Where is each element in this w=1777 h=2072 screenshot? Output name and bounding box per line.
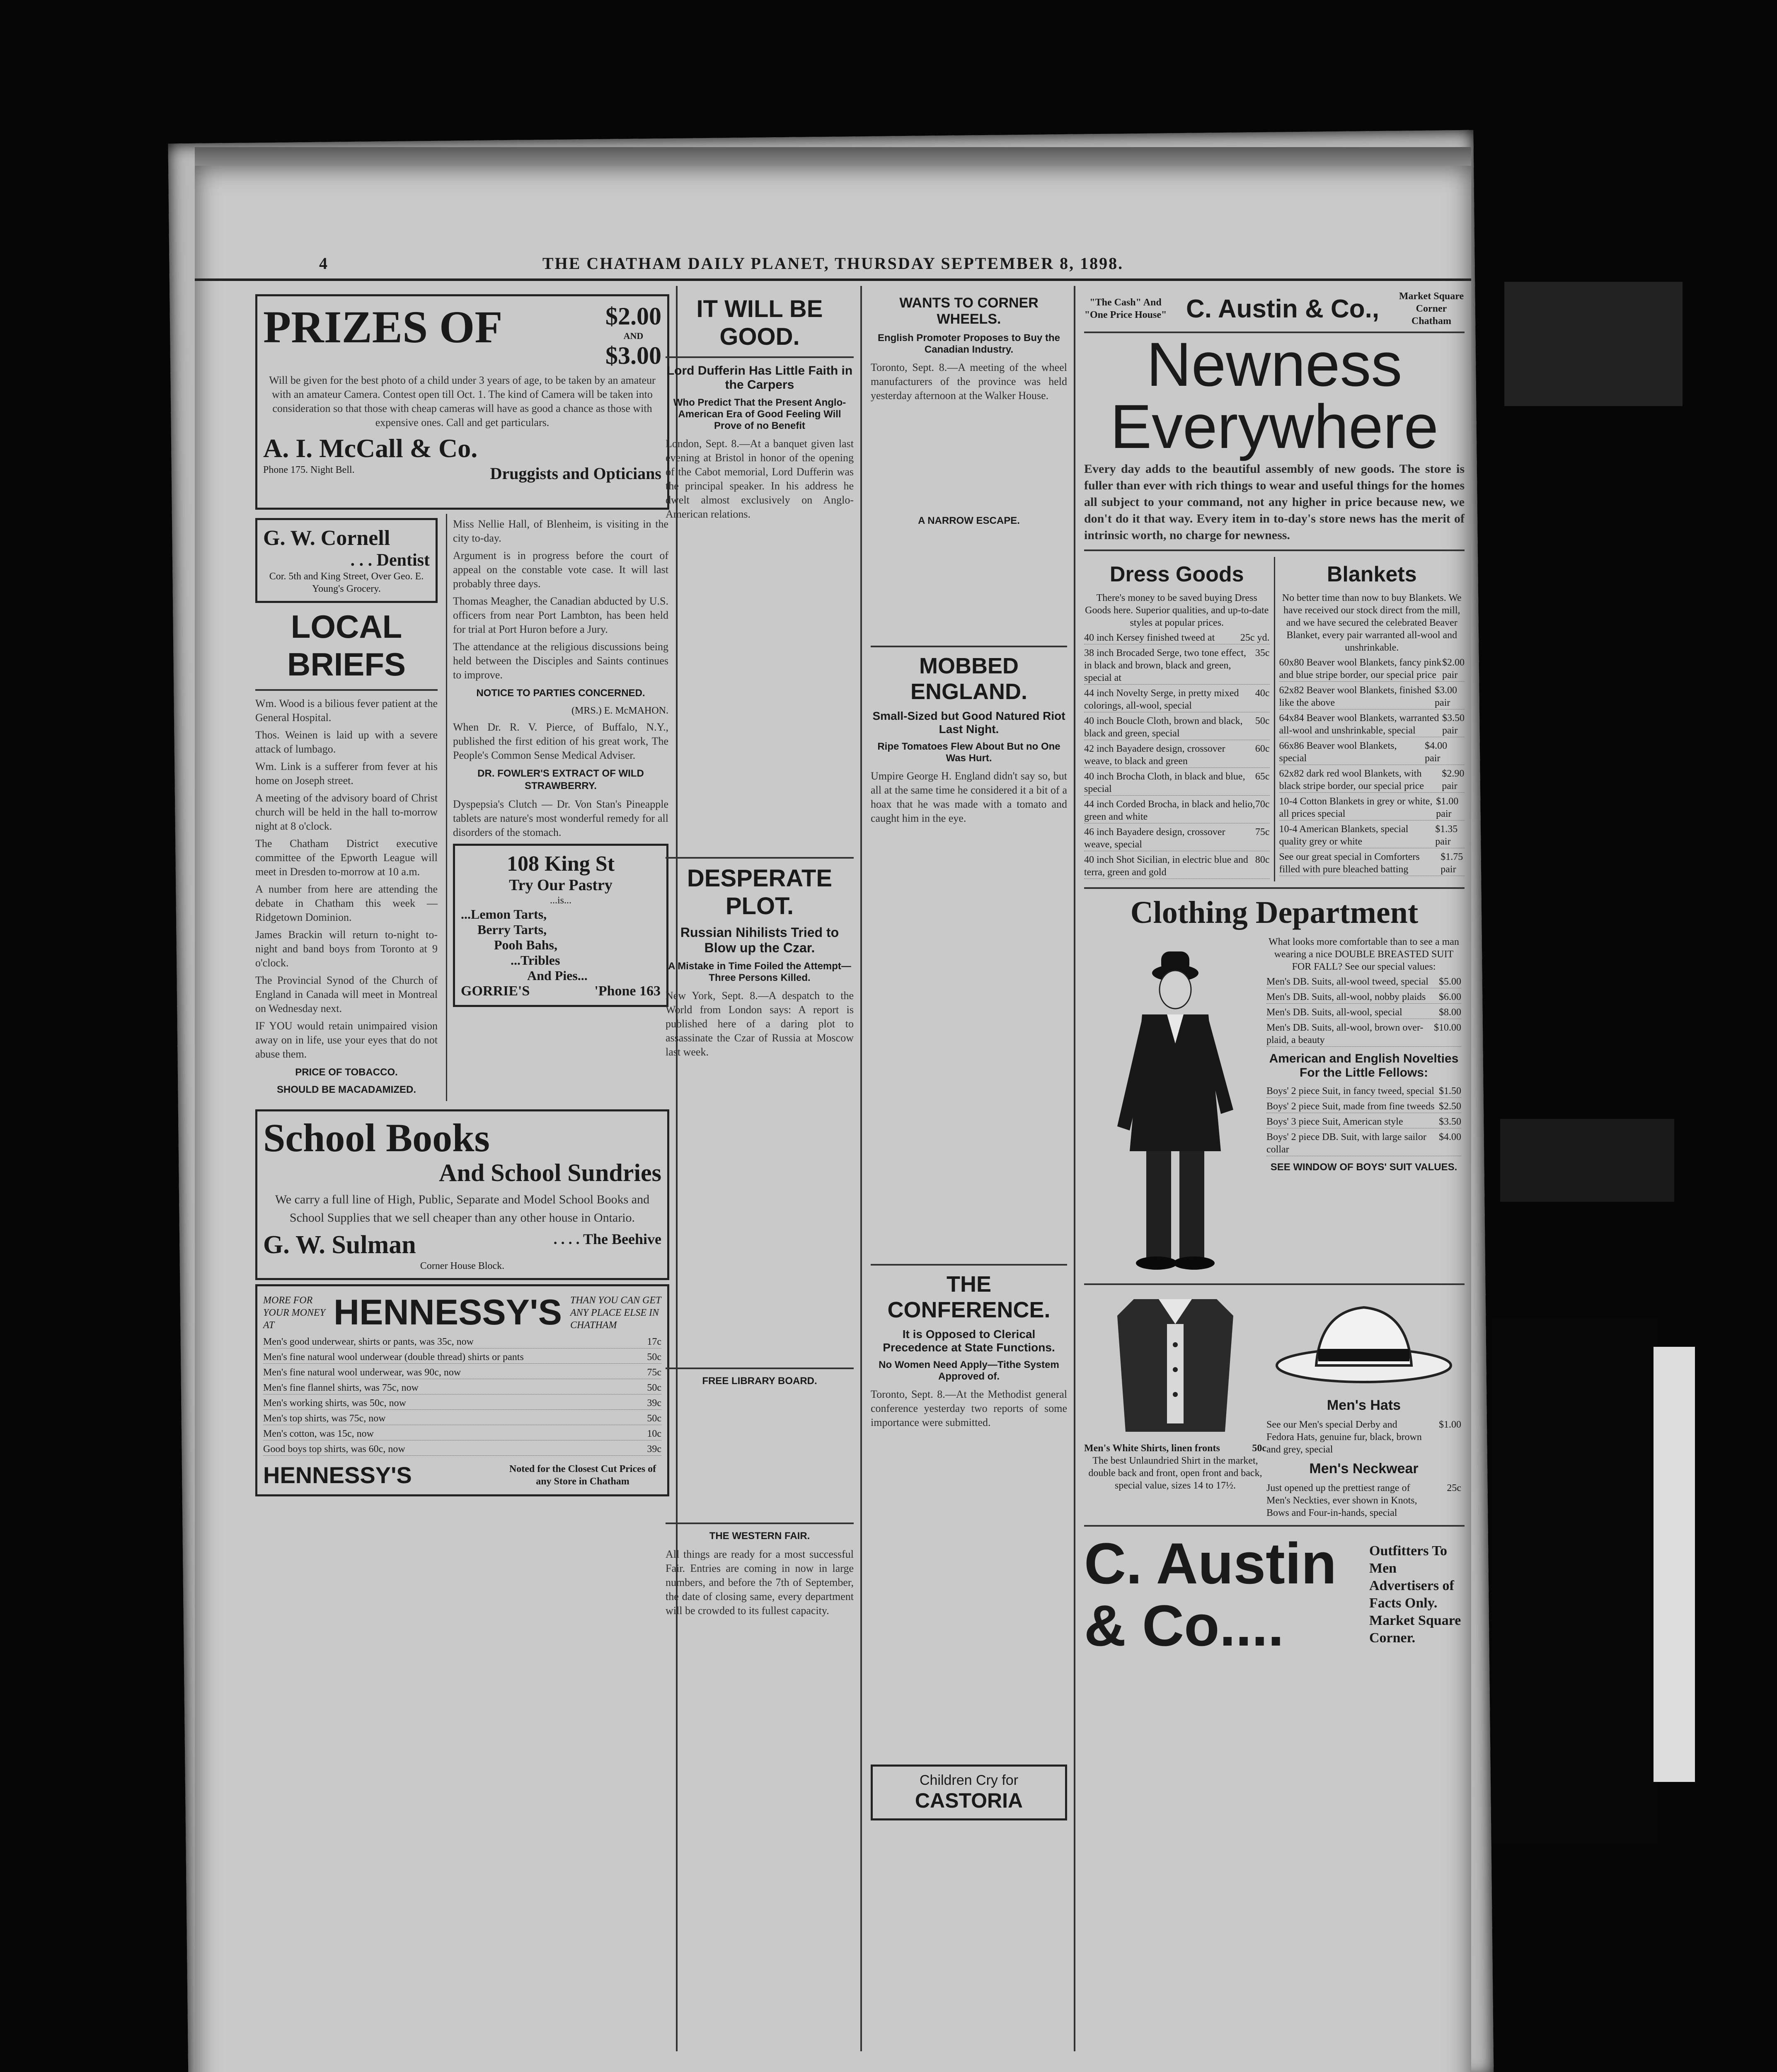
dentist-address: Cor. 5th and King Street, Over Geo. E. Young's Grocery. xyxy=(269,571,424,594)
clothing-intro: What looks more comfortable than to see a man wearing a nice DOUBLE BREASTED SUIT FOR FALL? See our special values: xyxy=(1269,937,1459,972)
austin-footer-name: C. Austin & Co.... xyxy=(1084,1531,1337,1658)
dress-item: 46 inch Bayadere design, crossover weave, special 75c xyxy=(1084,826,1270,851)
neckwear-title: Men's Neckwear xyxy=(1309,1461,1419,1477)
blanket-item: 60x80 Beaver wool Blankets, fancy pink and blue stripe border, our special price $2.00 pair xyxy=(1279,656,1465,682)
prizes-body: Will be given for the best photo of a child under 3 years of age, to be taken by an amateur with an amateur Camera. Contest open till Oct. 1. The kind of Camera will be taken into consideration so that those with cheap cameras will have as good a chance as those with expensive ones. Call and get particulars. xyxy=(269,374,656,428)
dress-item: 44 inch Novelty Serge, in pretty mixed colorings, all-wool, special 40c xyxy=(1084,687,1270,712)
boys-item: Boys' 2 piece Suit, in fancy tweed, special $1.50 xyxy=(1266,1085,1461,1098)
overlapping-page-edge xyxy=(1654,1347,1695,1782)
hennessy-name: HENNESSY'S xyxy=(334,1293,562,1332)
subhead-plot: Russian Nihilists Tried to Blow up the Czar. xyxy=(680,925,839,955)
bakery-item: ...Tribles xyxy=(511,953,560,968)
hennessy-footer-note: Noted for the Closest Cut Prices of any Store in Chatham xyxy=(509,1463,656,1487)
blanket-item: 62x82 dark red wool Blankets, with black stripe border, our special price $2.90 pair xyxy=(1279,767,1465,793)
school-books-ad xyxy=(255,1109,669,1280)
column-4 xyxy=(864,286,1075,2051)
brief-item: A meeting of the advisory board of Christ church will be held in the hall to-morrow night at 8 o'clock. xyxy=(255,792,438,832)
headline-wheels: WANTS TO CORNER WHEELS. xyxy=(899,295,1039,327)
school-heading-2: And School Sundries xyxy=(439,1159,661,1186)
austin-slogan: "The Cash" And "One Price House" xyxy=(1084,297,1167,320)
prize-and: AND xyxy=(623,331,644,341)
austin-intro: Every day adds to the beautiful assembly of new goods. The store is fuller than ever with rich things to wear and useful things for the homes all subject to your command, not any higher in price because new, we don't do it that way. Every item in to-day's store news has the merit of intrinsic worth, no charge for newness. xyxy=(1084,462,1465,542)
bakery-item: ...Lemon Tarts, xyxy=(461,907,547,922)
bakery-item: Pooh Bahs, xyxy=(494,937,557,952)
shirts-note: The best Unlaundried Shirt in the market, double back and front, open front and back, special value, sizes 14 to 17½. xyxy=(1088,1455,1262,1491)
dentist-title: . . . Dentist xyxy=(350,551,430,570)
hennessy-line: Men's good underwear, shirts or pants, was 35c, now 17c xyxy=(263,1336,661,1348)
bakery-name: GORRIE'S xyxy=(461,983,530,999)
brief-heading-macadamized: SHOULD BE MACADAMIZED. xyxy=(277,1084,416,1095)
overlapping-page-corner xyxy=(1504,282,1683,406)
bakery-address: 108 King St xyxy=(506,852,615,876)
dress-goods-title: Dress Goods xyxy=(1109,562,1244,586)
mccall-phone: Phone 175. Night Bell. xyxy=(263,465,355,475)
hennessy-line: Good boys top shirts, was 60c, now 39c xyxy=(263,1443,661,1456)
hennessy-left: MORE FOR YOUR MONEY AT xyxy=(263,1295,326,1331)
blankets-intro: No better time than now to buy Blankets. We have received our stock direct from the mill, and we have secured the celebrated Beaver Blanket, every pair warranted all-wool and unshrinkable. xyxy=(1282,593,1462,653)
hat-illustration xyxy=(1266,1291,1461,1390)
neckwear-note: Just opened up the prettiest range of Men's Neckties, ever shown in Knots, Bows and Four-in-hands, special xyxy=(1266,1483,1417,1518)
headline-conference: THE CONFERENCE. xyxy=(887,1272,1051,1322)
brief-item: Wm. Wood is a bilious fever patient at the General Hospital. xyxy=(255,697,438,724)
hats-price: $1.00 xyxy=(1439,1419,1461,1430)
masthead xyxy=(195,254,1471,281)
headline-everywhere: Everywhere xyxy=(1110,392,1438,461)
boys-note: SEE WINDOW OF BOYS' SUIT VALUES. xyxy=(1270,1162,1457,1173)
headline-mobbed: MOBBED ENGLAND. xyxy=(910,654,1027,704)
castoria-ad xyxy=(871,1765,1067,1820)
deck-plot: A Mistake in Time Foiled the Attempt—Three Persons Killed. xyxy=(668,961,851,983)
headline-good: IT WILL BE GOOD. xyxy=(696,295,823,350)
boys-item: Boys' 3 piece Suit, American style $3.50 xyxy=(1266,1116,1461,1128)
bakery-item: And Pies... xyxy=(527,968,588,983)
local-briefs-heading: LOCAL BRIEFS xyxy=(287,608,406,683)
austin-ad xyxy=(1077,286,1471,2051)
blanket-item: 10-4 American Blankets, special quality grey or white $1.35 pair xyxy=(1279,823,1465,848)
school-heading-1: School Books xyxy=(263,1116,490,1160)
castoria: CASTORIA xyxy=(915,1789,1023,1812)
body-dufferin: London, Sept. 8.—At a banquet given last evening at Bristol in honor of the opening of the Cabot memorial, Lord Dufferin was the principal speaker. In his address he dwelt almost exclusively on Anglo-American relations. xyxy=(666,438,854,520)
austin-name: C. Austin & Co., xyxy=(1186,294,1380,323)
clothing-item: Men's DB. Suits, all-wool, special $8.00 xyxy=(1266,1006,1461,1019)
brief-heading-tobacco: PRICE OF TOBACCO. xyxy=(295,1067,398,1078)
deck-dufferin: Who Predict That the Present Anglo-American Era of Good Feeling Will Prove of no Benefit xyxy=(673,397,846,431)
col2-item: Thomas Meagher, the Canadian abducted by U.S. officers from near Port Lambton, has been held for trial at Port Huron before a Jury. xyxy=(453,595,668,635)
body-plot: New York, Sept. 8.—A despatch to the World from London says: A report is published here of a daring plot to assassinate the Czar of Russia at Moscow last week. xyxy=(666,990,854,1058)
headline-plot: DESPERATE PLOT. xyxy=(687,865,833,920)
hennessy-line: Men's fine natural wool underwear (double thread) shirts or pants 50c xyxy=(263,1351,661,1364)
man-in-suit-illustration xyxy=(1084,936,1266,1276)
fair-heading: THE WESTERN FAIR. xyxy=(709,1530,810,1542)
page-number: 4 xyxy=(319,254,327,273)
subhead-wheels: English Promoter Proposes to Buy the Canadian Industry. xyxy=(877,332,1060,355)
dress-item: 40 inch Kersey finished tweed at 25c yd. xyxy=(1084,632,1270,644)
brief-item: IF YOU would retain unimpaired vision away on in life, use your eyes that do not abuse them. xyxy=(255,1020,438,1060)
hats-note: See our Men's special Derby and Fedora Hats, genuine fur, black, brown and grey, special xyxy=(1266,1419,1422,1455)
clothing-item: Men's DB. Suits, all-wool, brown over-plaid, a beauty $10.00 xyxy=(1266,1021,1461,1047)
col2-item: The attendance at the religious discussions being held between the Disciples and Saints continues to improve. xyxy=(453,641,668,681)
dress-item: 42 inch Bayadere design, crossover weave, to black and green 60c xyxy=(1084,743,1270,768)
brief-item: The Chatham District executive committee of the Epworth League will meet in Dresden to-morrow at 10 a.m. xyxy=(255,838,438,878)
column-3 xyxy=(659,286,862,2051)
hennessy-footer: HENNESSY'S xyxy=(263,1462,412,1488)
dress-item: 40 inch Boucle Cloth, brown and black, black and green, special 50c xyxy=(1084,715,1270,740)
prizes-ad xyxy=(255,294,669,510)
shirt-illustration xyxy=(1084,1291,1266,1440)
hennessy-line: Men's fine natural wool underwear, was 90c, now 75c xyxy=(263,1366,661,1379)
library-heading: FREE LIBRARY BOARD. xyxy=(702,1375,817,1387)
mccall-name: A. I. McCall & Co. xyxy=(263,433,478,463)
austin-footer-side: Outfitters To Men Advertisers of Facts Only. Market Square Corner. xyxy=(1369,1543,1461,1646)
headline-newness: Newness xyxy=(1146,329,1402,399)
dress-goods-intro: There's money to be saved buying Dress Goods here. Superior qualities, and up-to-date styles at popular prices. xyxy=(1085,593,1269,628)
blanket-item: See our great special in Comforters filled with pure bleached batting $1.75 pair xyxy=(1279,851,1465,876)
shirts-label: Men's White Shirts, linen fronts xyxy=(1084,1443,1220,1454)
dress-item: 40 inch Brocha Cloth, in black and blue, special 65c xyxy=(1084,770,1270,796)
blanket-item: 64x84 Beaver wool Blankets, warranted all-wool and unshrinkable, special $3.50 pair xyxy=(1279,712,1465,737)
austin-location: Market Square Corner Chatham xyxy=(1399,291,1464,327)
subhead-conference: It is Opposed to Clerical Precedence at State Functions. xyxy=(883,1328,1055,1354)
subhead-dufferin: Lord Dufferin Has Little Faith in the Carpers xyxy=(666,364,853,392)
subhead-mobbed: Small-Sized but Good Natured Riot Last Night. xyxy=(872,709,1065,736)
blanket-item: 66x86 Beaver wool Blankets, special $4.00 pair xyxy=(1279,740,1465,765)
brief-item: The Provincial Synod of the Church of England in Canada will meet in Montreal on Wednesday next. xyxy=(255,974,438,1014)
castoria-top: Children Cry for xyxy=(919,1772,1019,1788)
hennessy-right: THAN YOU CAN GET ANY PLACE ELSE IN CHATHAM xyxy=(570,1295,661,1331)
prizes-heading: PRIZES OF xyxy=(263,302,503,352)
fowler-heading: DR. FOWLER'S EXTRACT OF WILD STRAWBERRY. xyxy=(477,768,644,792)
bakery-phone: 'Phone 163 xyxy=(594,983,661,999)
col2-item: Dyspepsia's Clutch — Dr. Von Stan's Pineapple tablets are nature's most wonderful remedy for all disorders of the stomach. xyxy=(453,798,668,838)
prize-amount-2: $3.00 xyxy=(605,342,661,369)
deck-mobbed: Ripe Tomatoes Flew About But no One Was Hurt. xyxy=(877,741,1060,764)
fair-body: All things are ready for a most successful Fair. Entries are coming in now in large numbers, and before the 7th of September, the date of closing same, every department will be crowded to its fullest capacity. xyxy=(666,1548,854,1617)
boys-item: Boys' 2 piece Suit, made from fine tweeds $2.50 xyxy=(1266,1100,1461,1113)
col2-item: Miss Nellie Hall, of Blenheim, is visiting in the city to-day. xyxy=(453,518,668,544)
newspaper-title: THE CHATHAM DAILY PLANET, THURSDAY SEPTEMBER 8, 1898. xyxy=(542,254,1124,273)
bakery-line: Try Our Pastry xyxy=(509,876,613,894)
hats-title: Men's Hats xyxy=(1327,1397,1401,1413)
col2-item: Argument is in progress before the court of appeal on the constable vote case. It will last probably three days. xyxy=(453,549,668,590)
hennessy-line: Men's fine flannel shirts, was 75c, now 50c xyxy=(263,1382,661,1394)
neckwear-price: 25c xyxy=(1447,1483,1461,1493)
body-conference: Toronto, Sept. 8.—At the Methodist general conference yesterday two reports of some importance were submitted. xyxy=(871,1388,1067,1428)
body-mobbed: Umpire George H. England didn't say so, but all at the same time he considered it a bit of a hoax that he was made with a tomato and caught him in the eye. xyxy=(871,770,1067,824)
boys-title: American and English Novelties For the Little Fellows: xyxy=(1269,1052,1459,1080)
dentist-name: G. W. Cornell xyxy=(263,526,390,550)
dentist-ad xyxy=(255,518,438,603)
bakery-ad xyxy=(453,844,668,1007)
deck-conference: No Women Need Apply—Tithe System Approved of. xyxy=(879,1359,1059,1382)
brief-item: James Brackin will return to-night to-night and band boys from Toronto at 9 o'clock. xyxy=(255,929,438,969)
sulman-block: Corner House Block. xyxy=(420,1261,505,1271)
sulman-name: G. W. Sulman xyxy=(263,1231,416,1259)
prize-amount-1: $2.00 xyxy=(605,303,661,330)
notice-signature: (MRS.) E. McMAHON. xyxy=(571,705,668,716)
hennessy-line: Men's cotton, was 15c, now 10c xyxy=(263,1428,661,1440)
dark-background-region xyxy=(1492,1318,1658,1844)
bakery-item: Berry Tarts, xyxy=(477,922,547,937)
dress-item: 40 inch Shot Sicilian, in electric blue and terra, green and gold 80c xyxy=(1084,854,1270,879)
body-wheels: Toronto, Sept. 8.—A meeting of the wheel manufacturers of the province was held yesterday afternoon at the Walker House. xyxy=(871,361,1067,402)
clothing-item: Men's DB. Suits, all-wool, nobby plaids $6.00 xyxy=(1266,991,1461,1004)
escape-heading: A NARROW ESCAPE. xyxy=(918,515,1020,526)
column-1 xyxy=(249,286,678,2051)
hennessy-line: Men's working shirts, was 50c, now 39c xyxy=(263,1397,661,1410)
bakery-is: ...is... xyxy=(550,895,571,906)
notice-heading: NOTICE TO PARTIES CONCERNED. xyxy=(476,687,645,699)
sulman-beehive: . . . . The Beehive xyxy=(553,1231,661,1247)
clothing-title: Clothing Department xyxy=(1130,895,1419,930)
hennessy-ad xyxy=(255,1284,669,1496)
mccall-tagline: Druggists and Opticians xyxy=(490,464,661,483)
blankets-title: Blankets xyxy=(1327,562,1417,586)
blanket-item: 10-4 Cotton Blankets in grey or white, all prices special $1.00 pair xyxy=(1279,795,1465,821)
hennessy-line: Men's top shirts, was 75c, now 50c xyxy=(263,1412,661,1425)
shirts-price: 50c xyxy=(1252,1443,1266,1454)
school-body: We carry a full line of High, Public, Separate and Model School Books and School Supplies that we sell cheaper than any other house in Ontario. xyxy=(275,1193,650,1225)
brief-item: Wm. Link is a sufferer from fever at his home on Joseph street. xyxy=(255,760,438,787)
clothing-item: Men's DB. Suits, all-wool tweed, special $5.00 xyxy=(1266,975,1461,988)
brief-item: A number from here are attending the debate in Chatham this week — Ridgetown Dominion. xyxy=(255,883,438,923)
dress-item: 44 inch Corded Brocha, in black and helio, green and white 70c xyxy=(1084,798,1270,823)
dress-item: 38 inch Brocaded Serge, two tone effect, in black and brown, black and green, special at 35c xyxy=(1084,647,1270,685)
boys-item: Boys' 2 piece DB. Suit, with large sailor collar $4.00 xyxy=(1266,1131,1461,1156)
brief-item: Thos. Weinen is laid up with a severe attack of lumbago. xyxy=(255,729,438,755)
col2-item: When Dr. R. V. Pierce, of Buffalo, N.Y., published the first edition of his great work, The People's Common Sense Medical Adviser. xyxy=(453,721,668,761)
overlapping-page-strip xyxy=(1500,1119,1674,1202)
blanket-item: 62x82 Beaver wool Blankets, finished like the above $3.00 pair xyxy=(1279,684,1465,709)
